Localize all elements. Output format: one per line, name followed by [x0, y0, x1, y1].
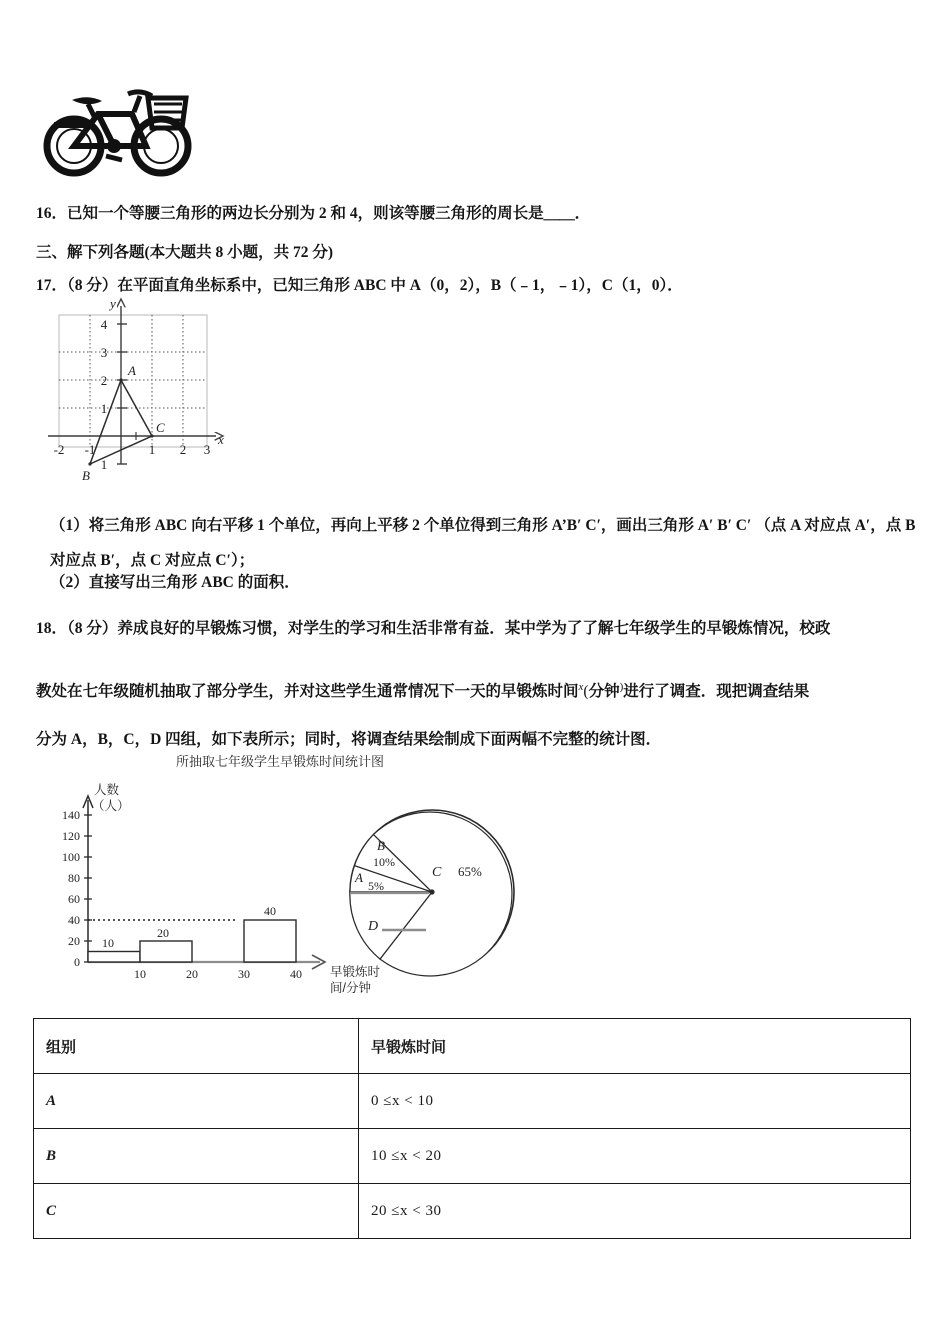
q18-math-variable: x: [578, 681, 584, 693]
q18-math-unit: 分钟: [588, 683, 620, 701]
question-18-line-1: [36, 618, 830, 640]
bar-y-axis-label-line1: 人数: [94, 783, 120, 797]
bar-xtick-40: 40: [290, 967, 302, 981]
bar-ytick-60: 60: [68, 892, 80, 906]
bar-label-0-10: 10: [102, 936, 114, 950]
bar-xtick-20: 20: [186, 967, 198, 981]
question-18-line-2: [36, 676, 809, 703]
svg-text:3: 3: [100, 345, 108, 360]
svg-text:-1: -1: [84, 442, 96, 457]
bar-ytick-40: 40: [68, 913, 80, 927]
coordinate-plane-figure: [40, 292, 236, 492]
table-row: [34, 1184, 911, 1239]
q18-marks: （8 分）: [67, 620, 118, 637]
svg-text:C: C: [156, 420, 165, 435]
question-18-line-3: 分为 A，B，C，D 四组，如下表所示；同时，将调查结果绘制成下面两幅不完整的统计图．: [36, 731, 662, 748]
q18-line1-text: 养成良好的早锻炼习惯，对学生的学习和生活非常有益．某中学为了了解七年级学生的早锻炼情况，校政: [117, 620, 831, 637]
bar-30-40: [244, 920, 296, 962]
table-cell-group: A: [34, 1074, 359, 1129]
svg-text:-2: -2: [53, 442, 65, 457]
pie-percent-B: 10%: [373, 855, 395, 869]
q17-number: 17．: [36, 277, 68, 294]
bar-chart-title: 所抽取七年级学生早锻炼时间统计图: [175, 754, 385, 769]
svg-text:4: 4: [100, 317, 108, 332]
pie-label-D: D: [368, 919, 379, 934]
q18-number: 18．: [36, 620, 68, 637]
table-header-row: [34, 1019, 911, 1074]
table-cell-group: C: [34, 1184, 359, 1239]
q18-math-paren-open: (: [583, 683, 589, 701]
svg-text:1: 1: [100, 401, 108, 416]
table-header-group: 组别: [34, 1019, 359, 1074]
bicycle-image: [36, 84, 196, 180]
q16-text: 已知一个等腰三角形的两边长分别为 2 和 4，则该等腰三角形的周长是＿＿．: [67, 205, 591, 222]
bar-xtick-30: 30: [238, 967, 250, 981]
table-row: [34, 1074, 911, 1129]
table-row: [34, 1129, 911, 1184]
bar-ytick-20: 20: [68, 934, 80, 948]
question-16: [36, 203, 590, 225]
bar-x-axis-label-line1: 早锻炼时: [330, 965, 381, 979]
svg-text:1: 1: [100, 457, 108, 472]
bar-10-20: [140, 941, 192, 962]
q18-math-paren-close: ): [619, 681, 624, 693]
svg-text:3: 3: [203, 442, 211, 457]
pie-percent-A: 5%: [368, 879, 384, 893]
svg-text:1: 1: [148, 442, 156, 457]
bar-label-10-20: 20: [157, 926, 169, 940]
table-cell-range: 20 ≤x < 30: [359, 1184, 911, 1239]
q16-number: 16．: [36, 205, 68, 222]
pie-chart: [350, 810, 514, 976]
svg-text:2: 2: [179, 442, 187, 457]
bar-y-axis-label-line2: （人）: [92, 799, 130, 813]
table-header-time: 早锻炼时间: [359, 1019, 911, 1074]
pie-label-A: A: [355, 870, 363, 885]
question-17-part-1: （1）将三角形 ABC 向右平移 1 个单位，再向上平移 2 个单位得到三角形 A’B′ C′，画出三角形 A′ B′ C′ （点 A 对应点 A′，点 B 对应点 B′，点 C 对应点 C′）；: [50, 517, 916, 569]
bar-x-axis-label-line2: 间/分钟: [330, 981, 371, 995]
q17-marks: （8 分）: [67, 277, 118, 294]
bar-xtick-10: 10: [134, 967, 146, 981]
pie-percent-C: 65%: [458, 864, 482, 879]
bar-label-30-40: 40: [264, 904, 276, 918]
section-3-heading: 三、解下列各题(本大题共 8 小题，共 72 分): [36, 244, 334, 261]
svg-text:A: A: [128, 363, 136, 378]
svg-text:2: 2: [100, 373, 108, 388]
bar-ytick-80: 80: [68, 871, 80, 885]
bar-ytick-0: 0: [74, 955, 80, 969]
q17-text: 在平面直角坐标系中，已知三角形 ABC 中 A（0，2），B（﹣1，﹣1），C（1，0）．: [117, 277, 683, 294]
pie-label-C: C: [432, 865, 442, 880]
bar-ytick-140: 140: [62, 808, 80, 822]
bar-ytick-120: 120: [62, 829, 80, 843]
q18-line2-prefix: 教处在七年级随机抽取了部分学生，并对这些学生通常情况下一天的早锻炼时间: [36, 683, 579, 701]
svg-text:y: y: [110, 296, 116, 311]
table-cell-range: 0 ≤x < 10: [359, 1074, 911, 1129]
question-17-part-2: （2）直接写出三角形 ABC 的面积．: [50, 574, 300, 591]
statistics-charts: [30, 752, 550, 1002]
groups-table: [33, 1018, 911, 1239]
svg-text:B: B: [82, 468, 90, 483]
table-cell-range: 10 ≤x < 20: [359, 1129, 911, 1184]
pie-label-B: B: [377, 838, 385, 853]
svg-text:x: x: [218, 432, 224, 447]
bar-ytick-100: 100: [62, 850, 80, 864]
q18-line2-suffix: 进行了调查．现把调查结果: [623, 683, 810, 701]
bar-0-10: [88, 952, 140, 963]
table-cell-group: B: [34, 1129, 359, 1184]
